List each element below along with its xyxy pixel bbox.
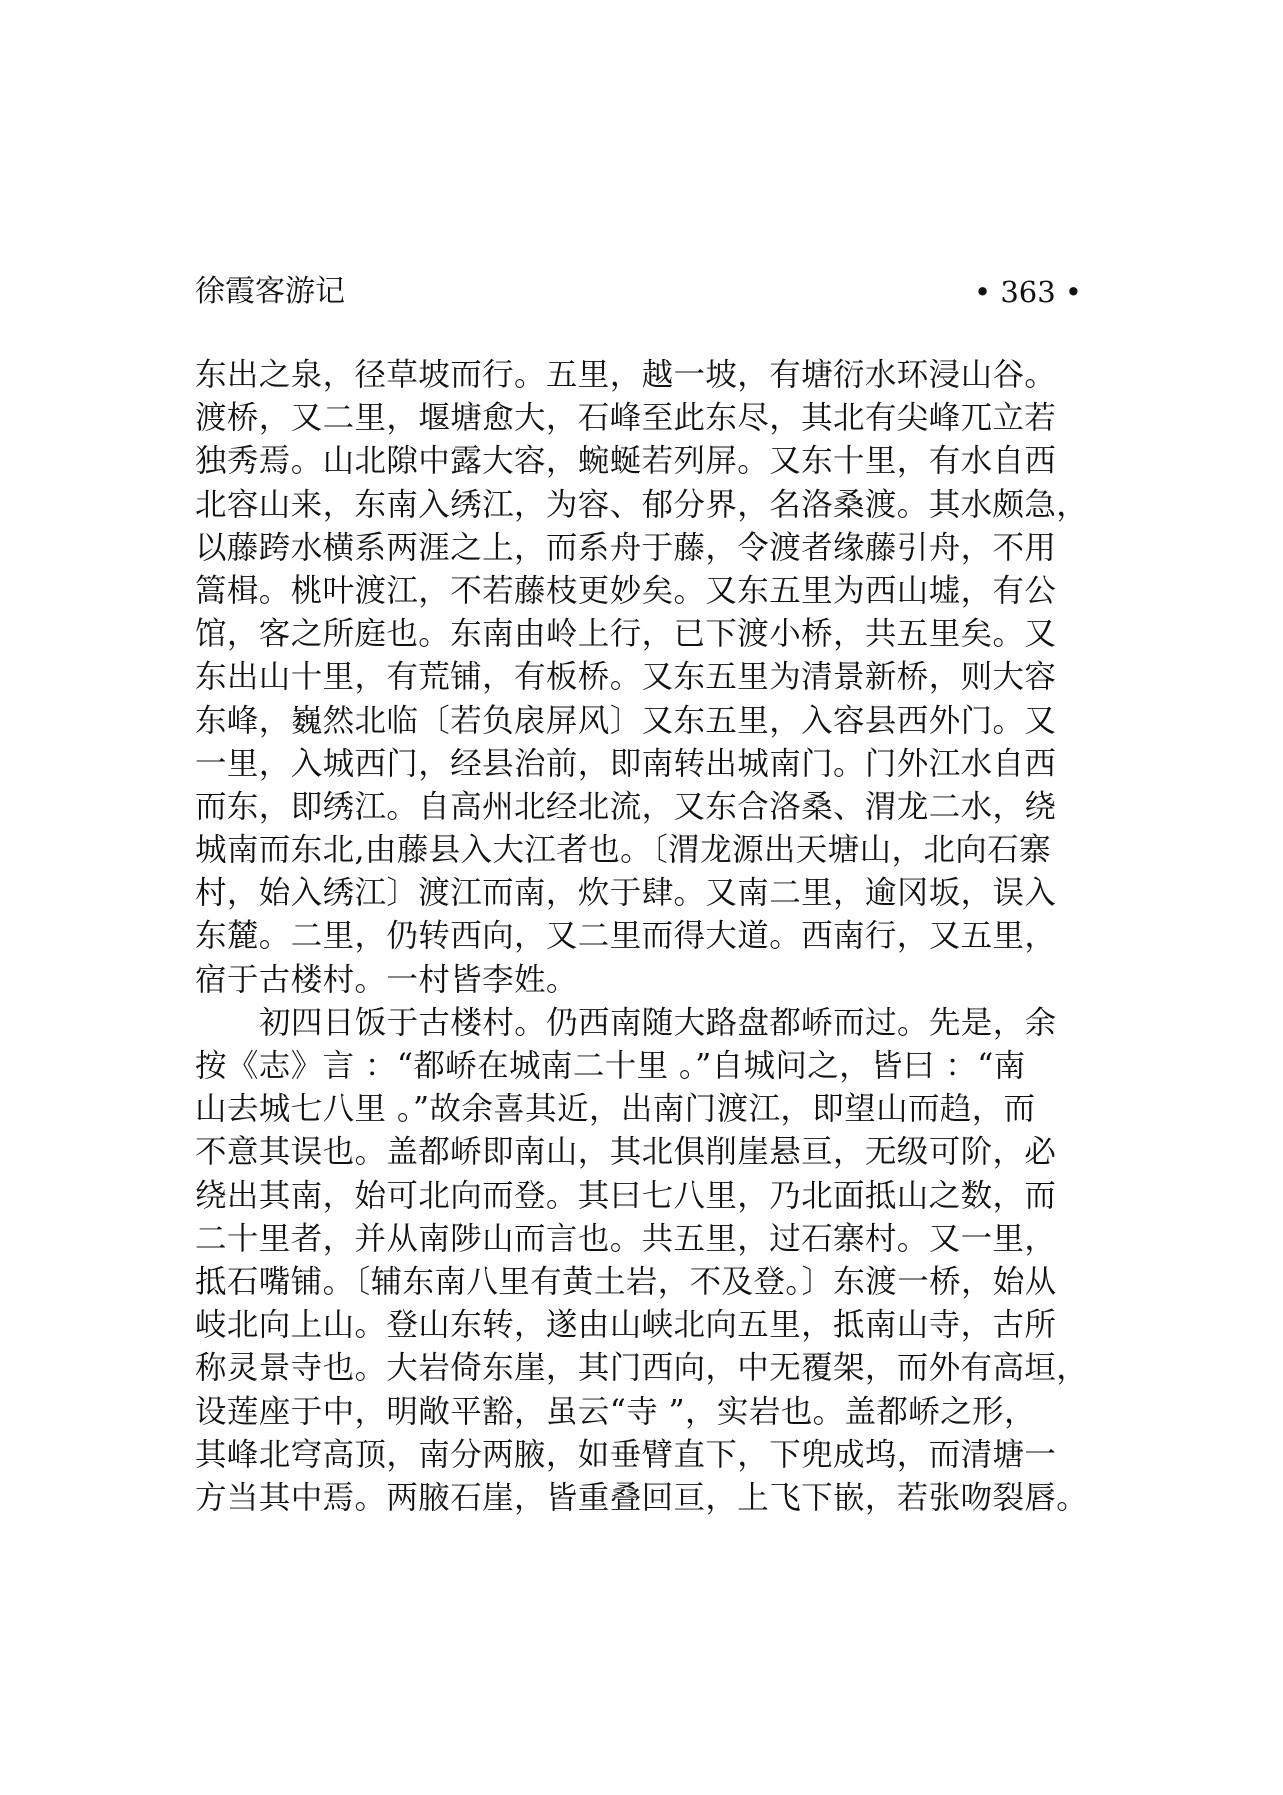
text-line: 岐北向上山。登山东转，遂由山峡北向五里，抵南山寺，古所 [195,1307,1057,1344]
paragraph-start-line: 初四日饭于古楼村。仍西南随大路盘都峤而过。先是，余 [259,1004,1057,1041]
text-line: 渡桥，又二里，堰塘愈大，石峰至此东尽，其北有尖峰兀立若 [195,400,1057,437]
text-line: 绕出其南，始可北向而登。其曰七八里，乃北面抵山之数，而 [195,1177,1057,1214]
text-line: 一里，入城西门，经县治前，即南转出城南门。门外江水自西 [195,745,1057,782]
text-line: 方当其中焉。两腋石崖，皆重叠回亘，上飞下嵌，若张吻裂唇。 [195,1479,1089,1516]
text-line: 二十里者，并从南陟山而言也。共五里，过石寨村。又一里， [195,1220,1057,1257]
text-line: 东峰，巍然北临〔若负扆屏风〕又东五里，入容县西外门。又 [195,702,1057,739]
text-line: 馆，客之所庭也。东南由岭上行，已下渡小桥，共五里矣。又 [195,616,1057,653]
text-line: 按《志》言 ：“都峤在城南二十里 。”自城问之，皆曰 ：“南 [195,1048,1026,1084]
text-line: 北容山来，东南入绣江，为容、郁分界，名洛桑渡。其水颇急， [195,486,1089,523]
text-line: 以藤跨水横系两涯之上，而系舟于藤，令渡者缘藤引舟，不用 [195,529,1057,566]
text-line: 不意其误也。盖都峤即南山，其北俱削崖悬亘，无级可阶，必 [195,1134,1057,1171]
text-line: 宿于古楼村。一村皆李姓。 [195,961,578,998]
body-text [195,354,1095,1520]
text-line: 设莲座于中，明敞平豁，虽云“寺 ”，实岩也。盖都峤之形， [195,1393,1036,1430]
text-line: 山去城七八里 。”故余喜其近，出南门渡江，即望山而趋，而 [195,1091,1036,1128]
text-line: 其峰北穹高顶，南分两腋，如垂臂直下，下兜成坞，而清塘一 [195,1436,1057,1473]
running-header [195,270,1082,314]
text-line: 而东，即绣江。自高州北经北流，又东合洛桑、渭龙二水，绕 [195,788,1057,825]
book-title: 徐霞客游记 [195,274,345,309]
text-line: 称灵景寺也。大岩倚东崖，其门西向，中无覆架，而外有高垣， [195,1350,1089,1387]
text-line: 抵石嘴铺。〔辅东南八里有黄土岩，不及登。〕东渡一桥，始从 [195,1263,1057,1300]
text-line: 城南而东北,由藤县入大江者也。〔渭龙源出天塘山，北向石寨 [195,832,1051,869]
text-line: 东出山十里，有荒铺，有板桥。又东五里为清景新桥，则大容 [195,659,1057,696]
text-line: 东麓。二里，仍转西向，又二里而得大道。西南行，又五里， [195,918,1057,955]
page-number: • 363 • [974,275,1082,309]
text-line: 篙楫。桃叶渡江，不若藤枝更妙矣。又东五里为西山墟，有公 [195,572,1057,609]
text-line: 村，始入绣江〕渡江而南，炊于肆。又南二里，逾冈坂，误入 [195,875,1057,912]
text-line: 独秀焉。山北隙中露大容，蜿蜒若列屏。又东十里，有水自西 [195,443,1057,480]
text-line: 东出之泉，径草坡而行。五里，越一坡，有塘衍水环浸山谷。 [195,357,1057,393]
